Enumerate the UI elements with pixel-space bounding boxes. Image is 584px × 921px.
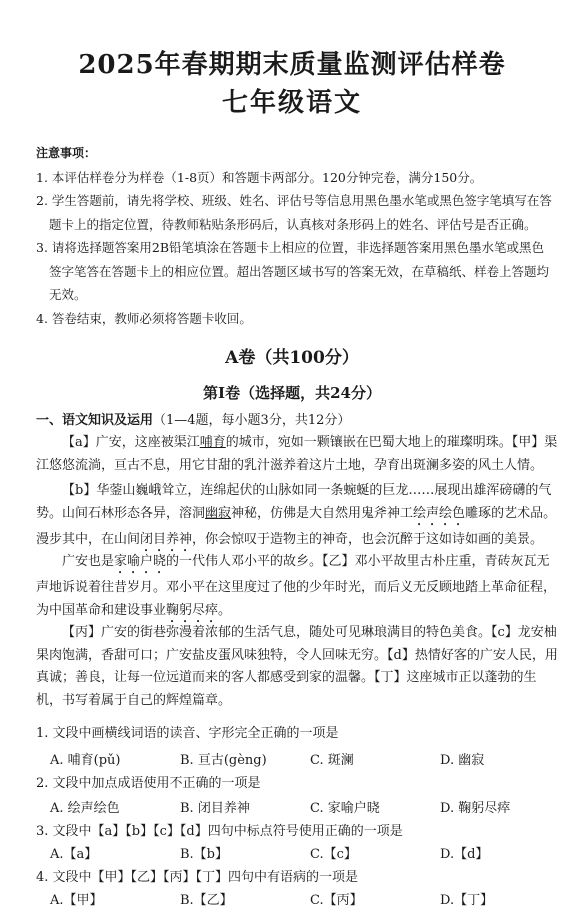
option-d: D.【丁】: [440, 893, 494, 908]
underlined-word: 哺育: [199, 435, 226, 450]
option-d: D.【d】: [440, 847, 489, 862]
notes-item: 3. 请将选择题答案用2B铅笔填涂在答题卡上相应的位置，非选择题答案用黑色墨水笔或黑色签字笔答在答题卡上的相应位置。超出答题区域书写的答案无效，在草稿纸、样卷上答题均无效。: [36, 240, 550, 302]
dotted-idiom: 绘声绘色: [413, 505, 466, 521]
option-b: B.【乙】: [180, 893, 233, 908]
option-c: C.【c】: [310, 847, 357, 862]
dotted-idiom: 闭目养神: [140, 531, 193, 547]
question-4-options: [50, 889, 570, 908]
option-a: A.【甲】: [50, 893, 103, 908]
exam-notes: [36, 142, 556, 330]
dotted-idiom: 家喻户晓: [114, 554, 167, 569]
option-a: A. 绘声绘色: [50, 801, 120, 816]
question-4-stem: 4. 文段中【甲】【乙】【丙】【丁】四句中有语病的一项是: [36, 870, 359, 885]
question-1-options: [50, 749, 570, 768]
notes-item: 4. 答卷结束，教师必须将答题卡收回。: [36, 310, 252, 326]
option-a: A. 哺育(pǔ): [50, 753, 121, 768]
exam-subtitle: 七年级语文: [221, 88, 362, 118]
question-3-options: [50, 843, 570, 862]
passage-text: 雕琢的艺术品。漫步其中，在山间: [36, 505, 557, 547]
passage-text: 广安也是: [62, 554, 115, 569]
passage-paragraph-4: 【丙】广安的街巷弥漫着浓郁的生活气息，随处可见琳琅满目的特色美食。【c】龙安柚果肉饱满，香甜可口；广安盐皮蛋风味独特，令人回味无穷。【d】热情好客的广安人民，用真诚；善良，让每一位远道而来的客人都感受到家的温馨。【丁】这座城市正以蓬勃的生机，书写着属于自己的辉煌篇章。: [36, 625, 558, 708]
passage-text: 。: [218, 602, 232, 618]
option-c: C.【丙】: [310, 893, 363, 908]
question-2-options: [50, 797, 570, 816]
passage-paragraph-1: [36, 432, 558, 477]
passage-text: 神秘，仿佛是大自然用鬼斧神工: [231, 505, 414, 521]
part-one-heading: [36, 409, 566, 428]
part-one-detail: （1—4题，每小题3分，共12分）: [153, 413, 351, 428]
part-one-label: 一、语文知识及运用: [36, 413, 154, 428]
passage-text: 【b】华蓥山巍峨耸立，连绵起伏的山脉如同一条蜿蜒的巨龙……展现出雄浑磅礴的气势。山间石林形态各异，溶洞: [36, 483, 552, 521]
passage-text: 的一代伟人邓小平的故乡。【乙】邓小平故里古朴庄重，青砖灰瓦无声地诉说着往昔岁月。邓小平在这里度过了他的少年时光，而后义无反顾地踏上革命征程，为中国革命和建设事业: [36, 554, 557, 618]
section-a-heading: A卷（共100分）: [225, 348, 359, 368]
section-1-heading: 第Ⅰ卷（选择题，共24分）: [203, 384, 381, 402]
question-1-stem: 1. 文段中画横线词语的读音、字形完全正确的一项是: [36, 726, 339, 741]
underlined-word: 幽寂: [205, 505, 232, 521]
passage-text: ，你会惊叹于造物主的神奇，也会沉醉于这如诗如画的美景。: [192, 531, 544, 547]
passage-paragraph-3: [36, 551, 558, 626]
passage-text: 【a】广安，这座被渠江: [62, 435, 200, 450]
option-d: D. 幽寂: [440, 753, 485, 768]
option-b: B. 亘古(gèng): [180, 753, 267, 768]
notes-item: 2. 学生答题前，请先将学校、班级、姓名、评估号等信息用黑色墨水笔或黑色签字笔填写在答题卡上的指定位置，待教师粘贴条形码后，认真核对条形码上的姓名、评估号是否正确。: [36, 193, 552, 232]
passage-text: 的城市，宛如一颗镶嵌在巴蜀大地上的璀璨明珠。【甲】渠江悠悠流淌，亘古不息，用它甘甜的乳汁滋养着这片土地，孕育出斑澜多姿的风土人情。: [36, 435, 558, 473]
notes-heading: 注意事项：: [36, 146, 97, 160]
dotted-idiom: 鞠躬尽瘁: [166, 602, 219, 618]
option-b: B.【b】: [180, 847, 229, 862]
question-3-stem: 3. 文段中【a】【b】【c】【d】四句中标点符号使用正确的一项是: [36, 824, 403, 839]
option-d: D. 鞠躬尽瘁: [440, 801, 511, 816]
notes-item: 1. 本评估样卷分为样卷（1-8页）和答题卡两部分。120分钟完卷，满分150分。: [36, 169, 483, 185]
option-b: B. 闭目养神: [180, 801, 250, 816]
option-a: A.【a】: [50, 847, 98, 862]
passage-paragraph-2: [36, 480, 558, 555]
question-2-stem: 2. 文段中加点成语使用不正确的一项是: [36, 776, 261, 791]
option-c: C. 家喻户晓: [310, 801, 380, 816]
option-c: C. 斑澜: [310, 753, 354, 768]
exam-title: 2025年春期期末质量监测评估样卷: [78, 50, 506, 80]
